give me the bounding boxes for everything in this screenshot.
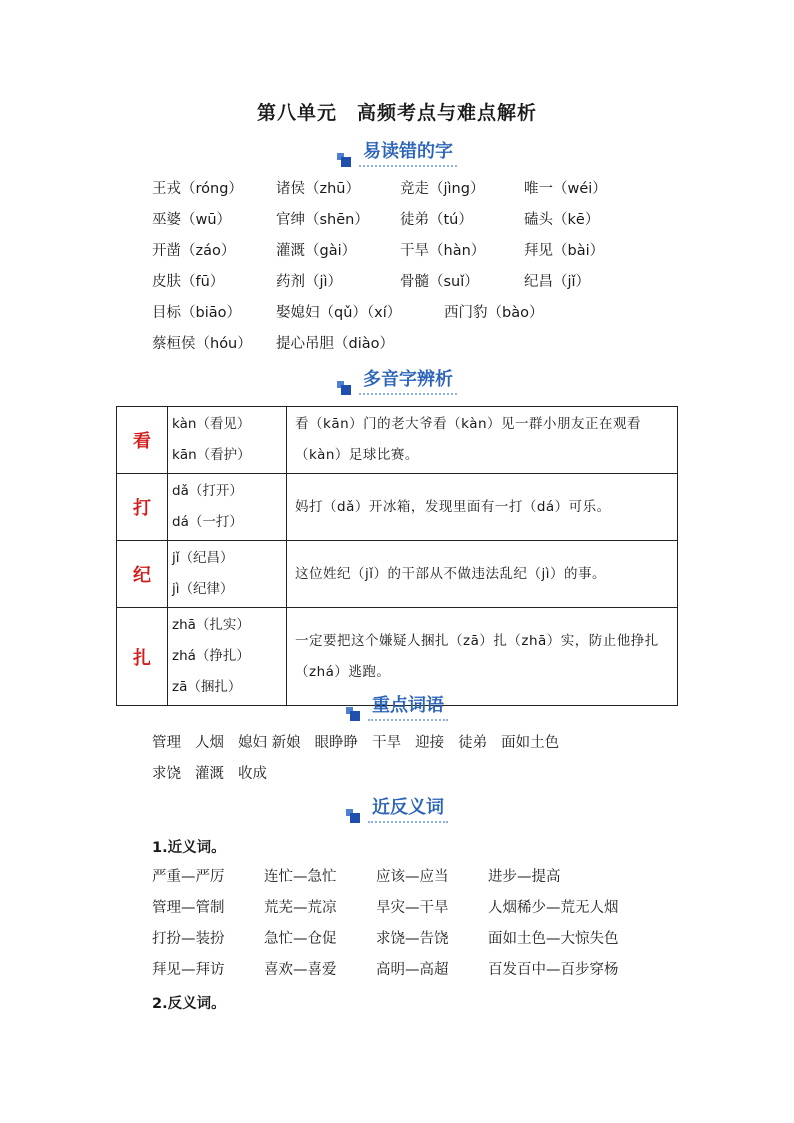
misread-item: 磕头（kē）: [524, 212, 600, 228]
grid-row: [152, 329, 648, 360]
misread-item: 灌溉（gài）: [276, 243, 357, 259]
polyphonic-table: [116, 406, 678, 706]
synonym-pair: 连忙—急忙: [264, 869, 337, 885]
synonym-pair: 急忙—仓促: [264, 931, 337, 947]
example-sentence: 看（kān）门的老大爷看（kàn）见一群小朋友正在观看（kàn）足球比赛。: [287, 407, 678, 474]
misread-item: 官绅（shēn）: [276, 212, 369, 228]
pinyin-reading: dǎ（打开）: [172, 483, 243, 499]
synonym-pair: 应该—应当: [376, 869, 449, 885]
synonym-pair: 旱灾—干旱: [376, 900, 449, 916]
pinyin-cell: [168, 474, 287, 541]
example-sentence: 一定要把这个嫌疑人捆扎（zā）扎（zhā）实，防止他挣扎（zhá）逃跑。: [287, 608, 678, 706]
table-row: [117, 407, 678, 474]
key-word: 收成: [238, 766, 267, 782]
section-heading-syn-ant: [0, 794, 794, 822]
grid-row: [152, 862, 600, 893]
square-bullet-icon: [346, 707, 362, 721]
synonym-pair: 管理—管制: [152, 900, 225, 916]
grid-row: [152, 236, 648, 267]
key-word: 媳妇 新娘: [238, 735, 301, 751]
synonym-pair: 人烟稀少—荒无人烟: [488, 900, 619, 916]
antonyms-label: 2.反义词。: [152, 996, 226, 1012]
pinyin-reading: kàn（看见）: [172, 416, 251, 432]
synonym-pair: 求饶—告饶: [376, 931, 449, 947]
key-words-list: [152, 728, 573, 790]
misread-item: 唯一（wéi）: [524, 181, 607, 197]
misread-item: 王戎（róng）: [152, 181, 243, 197]
synonym-pair: 百发百中—百步穿杨: [488, 962, 619, 978]
misread-item: 提心吊胆（diào）: [276, 336, 394, 352]
misread-item: 目标（biāo）: [152, 305, 241, 321]
synonym-pair: 打扮—装扮: [152, 931, 225, 947]
pinyin-reading: kān（看护）: [172, 447, 251, 463]
key-words-line: [152, 728, 573, 759]
misread-item: 药剂（jì）: [276, 274, 343, 290]
misread-item: 诸侯（zhū）: [276, 181, 360, 197]
pinyin-reading: zhā（扎实）: [172, 617, 250, 633]
misread-item: 干旱（hàn）: [400, 243, 486, 259]
pinyin-reading: jì（纪律）: [172, 581, 234, 597]
pinyin-reading: dá（一打）: [172, 514, 243, 530]
key-word: 徒弟: [458, 735, 488, 751]
square-bullet-icon: [346, 809, 362, 823]
misread-item: 开凿（záo）: [152, 243, 236, 259]
key-word: 干旱: [372, 735, 402, 751]
page-title: 第八单元 高频考点与难点解析: [256, 102, 537, 124]
section-title: 近反义词: [368, 793, 448, 823]
key-word: 管理: [152, 735, 181, 751]
misread-item: 西门豹（bào）: [444, 305, 544, 321]
synonym-grid: [152, 862, 619, 986]
pinyin-cell: [168, 541, 287, 608]
misread-item: 娶媳妇（qǔ）（xí）: [276, 305, 402, 321]
synonym-pair: 荒芜—荒凉: [264, 900, 337, 916]
pinyin-cell: [168, 407, 287, 474]
example-sentence: 这位姓纪（jǐ）的干部从不做违法乱纪（jì）的事。: [287, 541, 678, 608]
key-word: 面如土色: [501, 735, 560, 751]
square-bullet-icon: [337, 381, 353, 395]
key-word: 眼睁睁: [314, 735, 359, 751]
synonym-pair: 面如土色—大惊失色: [488, 931, 619, 947]
misread-item: 拜见（bài）: [524, 243, 605, 259]
pinyin-reading: zā（捆扎）: [172, 679, 242, 695]
polyphonic-char: 扎: [117, 608, 168, 706]
example-sentence: 妈打（dǎ）开冰箱，发现里面有一打（dá）可乐。: [287, 474, 678, 541]
section-heading-key-words: [0, 692, 794, 720]
polyphonic-char: 打: [117, 474, 168, 541]
grid-row: [152, 174, 648, 205]
misread-item: 皮肤（fū）: [152, 274, 225, 290]
section-heading-misread: [0, 138, 794, 166]
pinyin-cell: [168, 608, 287, 706]
square-bullet-icon: [337, 153, 353, 167]
key-word: 灌溉: [195, 766, 224, 782]
misread-item: 竞走（jìng）: [400, 181, 485, 197]
misread-grid: [152, 174, 648, 360]
grid-row: [152, 955, 619, 986]
section-title: 多音字辨析: [359, 365, 457, 395]
synonym-pair: 进步—提高: [488, 869, 561, 885]
misread-item: 骨髓（suǐ）: [400, 274, 479, 290]
section-title: 易读错的字: [359, 137, 457, 167]
misread-item: 蔡桓侯（hóu）: [152, 336, 252, 352]
key-word: 人烟: [195, 735, 224, 751]
misread-item: 徒弟（tú）: [400, 212, 473, 228]
pinyin-reading: jǐ（纪昌）: [172, 550, 234, 566]
grid-row: [152, 924, 619, 955]
misread-item: 纪昌（jǐ）: [524, 274, 591, 290]
synonym-pair: 喜欢—喜爱: [264, 962, 337, 978]
synonym-pair: 严重—严厉: [152, 869, 225, 885]
grid-row: [152, 298, 648, 329]
grid-row: [152, 267, 648, 298]
synonyms-label: 1.近义词。: [152, 840, 226, 856]
polyphonic-char: 看: [117, 407, 168, 474]
key-word: 迎接: [415, 735, 445, 751]
section-title: 重点词语: [368, 691, 448, 721]
grid-row: [152, 893, 619, 924]
grid-row: [152, 205, 648, 236]
table-row: [117, 541, 678, 608]
section-heading-polyphonic: [0, 366, 794, 394]
polyphonic-char: 纪: [117, 541, 168, 608]
pinyin-reading: zhá（挣扎）: [172, 648, 250, 664]
key-words-line: [152, 759, 573, 790]
synonym-pair: 高明—高超: [376, 962, 449, 978]
misread-item: 巫婆（wū）: [152, 212, 232, 228]
synonym-pair: 拜见—拜访: [152, 962, 225, 978]
table-row: [117, 474, 678, 541]
key-word: 求饶: [152, 766, 181, 782]
